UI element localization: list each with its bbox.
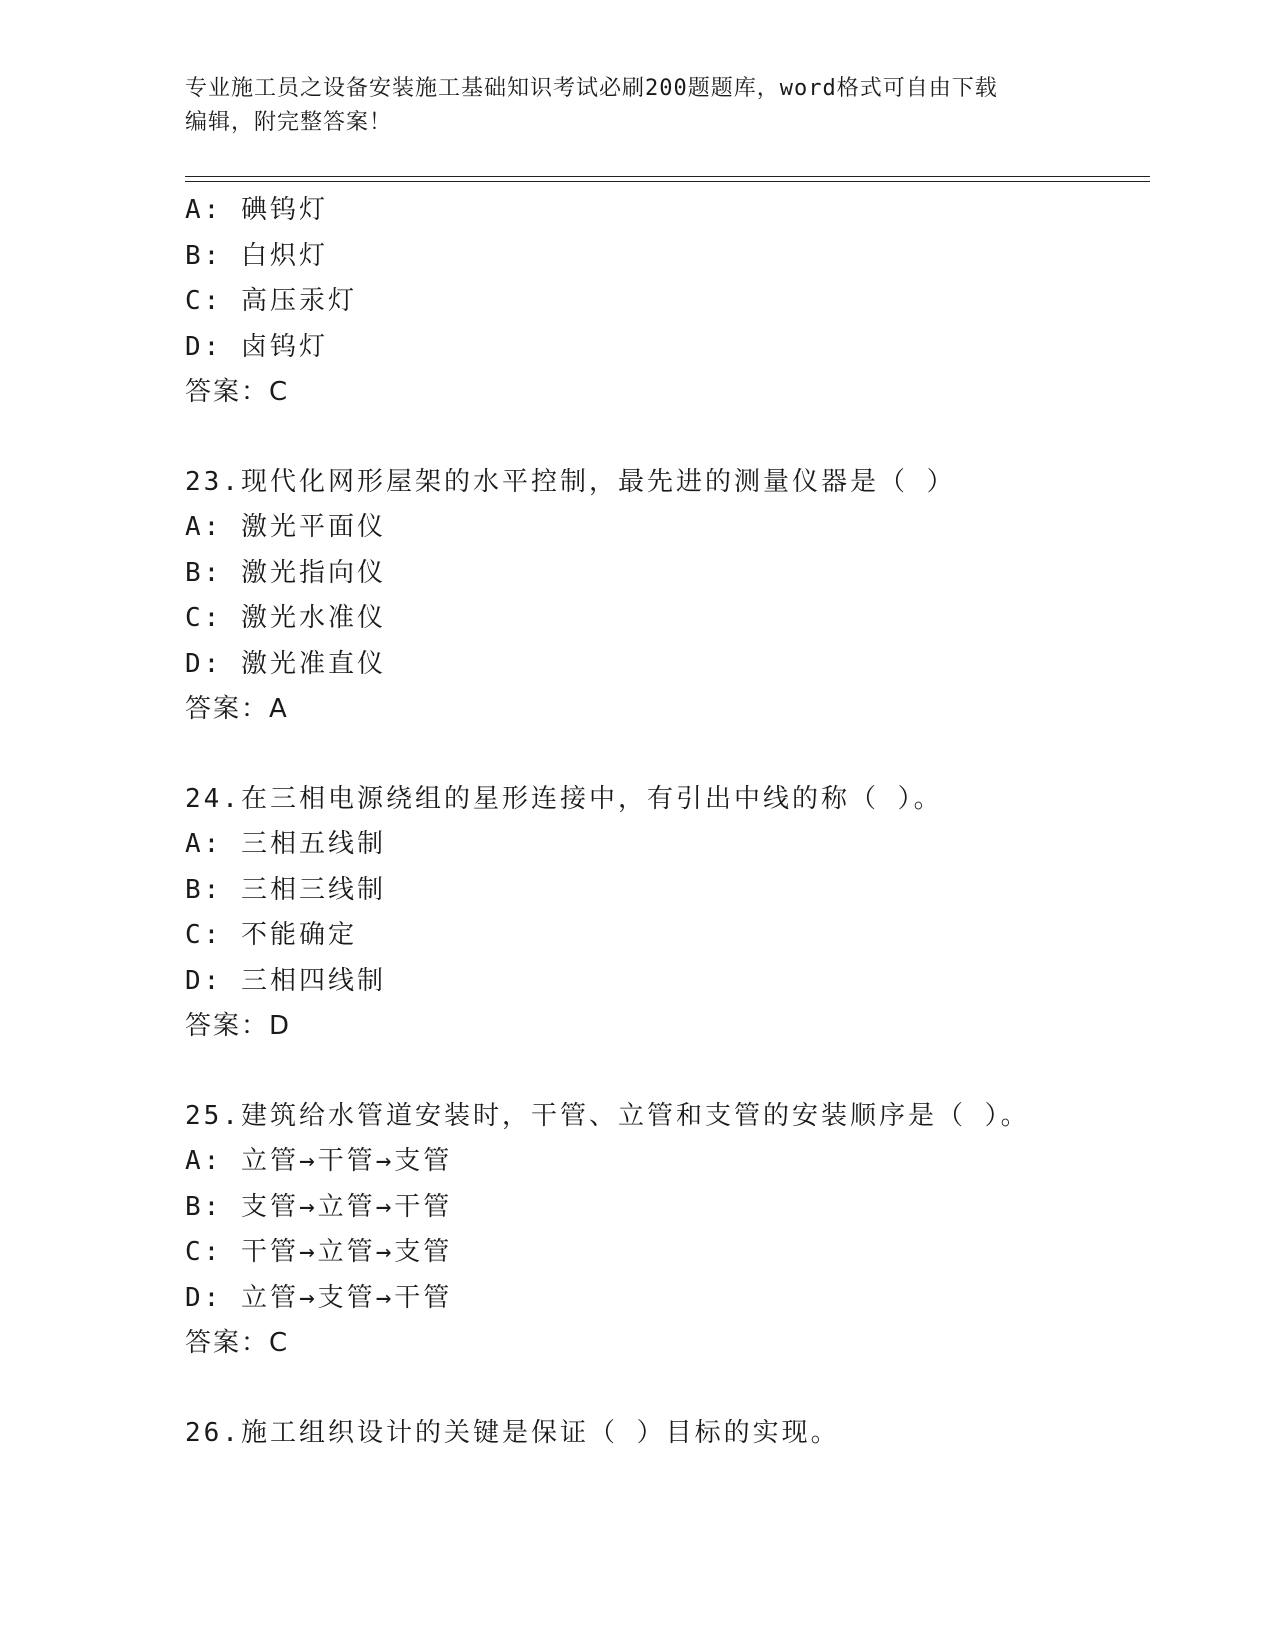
document-header [185, 72, 1085, 140]
question-26 [185, 1411, 1150, 1457]
header-line-2: 编辑，附完整答案！ [185, 110, 393, 135]
option-c: C: 激光水准仪 [185, 603, 386, 633]
question-25 [185, 1094, 1150, 1367]
spacer [185, 1367, 1150, 1411]
header-divider-bottom [185, 181, 1150, 182]
question-text: 25.建筑给水管道安装时，干管、立管和支管的安装顺序是（ ）。 [185, 1100, 1030, 1131]
option-d: D: 三相四线制 [185, 965, 386, 996]
question-24 [185, 777, 1150, 1050]
option-c: C: 不能确定 [185, 920, 357, 950]
option-b: B: 支管→立管→干管 [185, 1191, 453, 1222]
question-23 [185, 460, 1150, 733]
option-a: A: 激光平面仪 [185, 512, 386, 542]
question-list [185, 188, 1150, 1456]
answer: 答案：A [185, 694, 289, 724]
answer: 答案：D [185, 1011, 292, 1041]
answer: 答案：C [185, 377, 290, 407]
option-b: B: 激光指向仪 [185, 557, 386, 588]
question-text: 23.现代化网形屋架的水平控制，最先进的测量仪器是（ ） [185, 466, 956, 497]
question-text: 26.施工组织设计的关键是保证（ ）目标的实现。 [185, 1417, 840, 1448]
option-c: C: 高压汞灯 [185, 286, 357, 316]
header-divider-top [185, 176, 1150, 177]
header-line-1: 专业施工员之设备安装施工基础知识考试必刷200题题库，word格式可自由下载 [185, 76, 998, 101]
spacer [185, 733, 1150, 777]
option-d: D: 卤钨灯 [185, 331, 328, 362]
option-b: B: 白炽灯 [185, 240, 328, 271]
option-a: A: 三相五线制 [185, 829, 386, 859]
option-a: A: 碘钨灯 [185, 195, 328, 225]
question-22 [185, 188, 1150, 416]
option-a: A: 立管→干管→支管 [185, 1146, 453, 1176]
option-b: B: 三相三线制 [185, 874, 386, 905]
question-text: 24.在三相电源绕组的星形连接中，有引出中线的称（ ）。 [185, 783, 943, 814]
spacer [185, 416, 1150, 460]
spacer [185, 1050, 1150, 1094]
option-d: D: 立管→支管→干管 [185, 1282, 453, 1313]
option-d: D: 激光准直仪 [185, 648, 386, 679]
answer: 答案：C [185, 1328, 290, 1358]
option-c: C: 干管→立管→支管 [185, 1237, 453, 1267]
